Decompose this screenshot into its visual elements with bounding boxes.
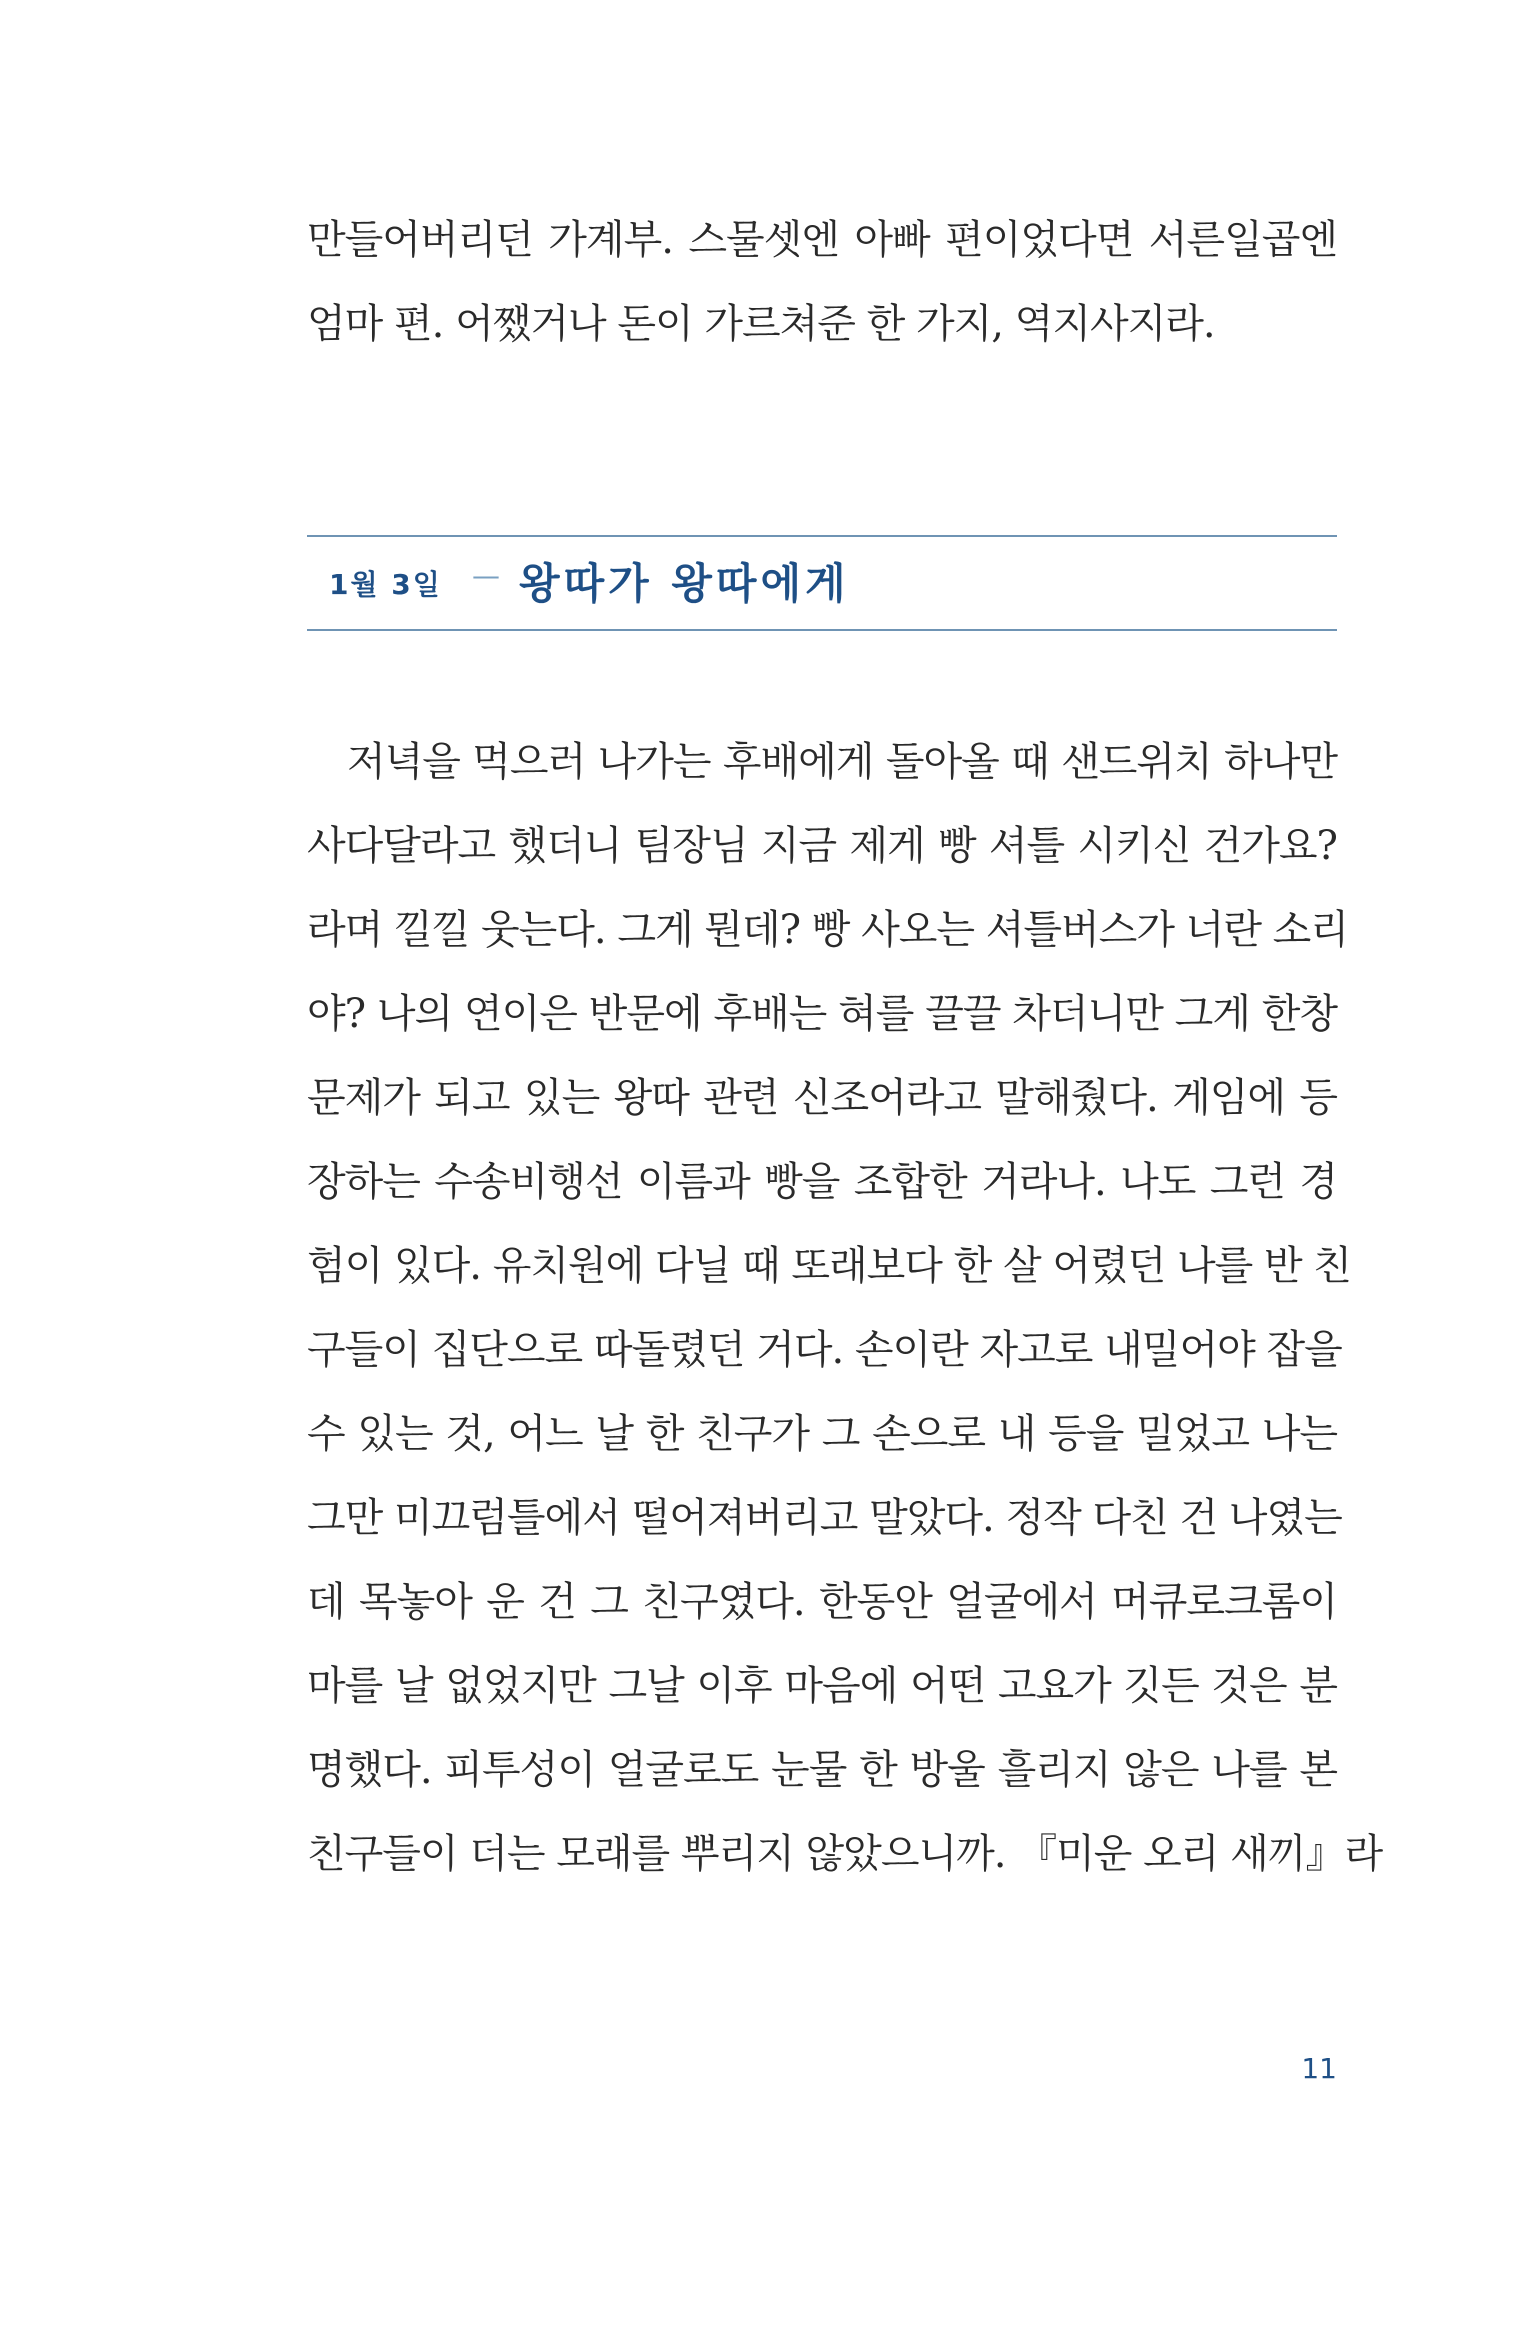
body-line: 장하는 수송비행선 이름과 빵을 조합한 거라나. 나도 그런 경 bbox=[307, 1159, 1337, 1205]
body-line: 라며 낄낄 웃는다. 그게 뭔데? 빵 사오는 셔틀버스가 너란 소리 bbox=[307, 907, 1348, 953]
body-line: 마를 날 없었지만 그날 이후 마음에 어떤 고요가 깃든 것은 분 bbox=[307, 1663, 1337, 1709]
intro-paragraph bbox=[307, 198, 1337, 366]
body-line: 저녁을 먹으러 나가는 후배에게 돌아올 때 샌드위치 하나만 bbox=[347, 739, 1337, 785]
body-line: 문제가 되고 있는 왕따 관련 신조어라고 말해줬다. 게임에 등 bbox=[307, 1075, 1337, 1121]
page-number: 11 bbox=[1301, 2052, 1337, 2085]
body-line: 사다달라고 했더니 팀장님 지금 제게 빵 셔틀 시키신 건가요? bbox=[307, 823, 1337, 869]
body-line: 야? 나의 연이은 반문에 후배는 혀를 끌끌 차더니만 그게 한창 bbox=[307, 991, 1337, 1037]
body-line: 데 목놓아 운 건 그 친구였다. 한동안 얼굴에서 머큐로크롬이 bbox=[307, 1579, 1337, 1625]
body-line: 그만 미끄럼틀에서 떨어져버리고 말았다. 정작 다친 건 나였는 bbox=[307, 1495, 1342, 1541]
heading-date: 1월 3일 bbox=[329, 568, 442, 601]
intro-line: 엄마 편. 어쨌거나 돈이 가르쳐준 한 가지, 역지사지라. bbox=[307, 301, 1215, 347]
body-line: 친구들이 더는 모래를 뿌리지 않았으니까. 『미운 오리 새끼』라 bbox=[307, 1831, 1383, 1877]
body-line: 험이 있다. 유치원에 다닐 때 또래보다 한 살 어렸던 나를 반 친 bbox=[307, 1243, 1351, 1289]
intro-line: 만들어버리던 가계부. 스물셋엔 아빠 편이었다면 서른일곱엔 bbox=[307, 217, 1337, 263]
heading-dash: — bbox=[472, 559, 500, 592]
body-line: 명했다. 피투성이 얼굴로도 눈물 한 방울 흘리지 않은 나를 본 bbox=[307, 1747, 1337, 1793]
body-line: 수 있는 것, 어느 날 한 친구가 그 손으로 내 등을 밀었고 나는 bbox=[307, 1411, 1337, 1457]
section-heading bbox=[307, 535, 1337, 631]
heading-title: 왕따가 왕따에게 bbox=[519, 559, 850, 608]
body-paragraph bbox=[307, 720, 1383, 1896]
body-line: 구들이 집단으로 따돌렸던 거다. 손이란 자고로 내밀어야 잡을 bbox=[307, 1327, 1342, 1373]
